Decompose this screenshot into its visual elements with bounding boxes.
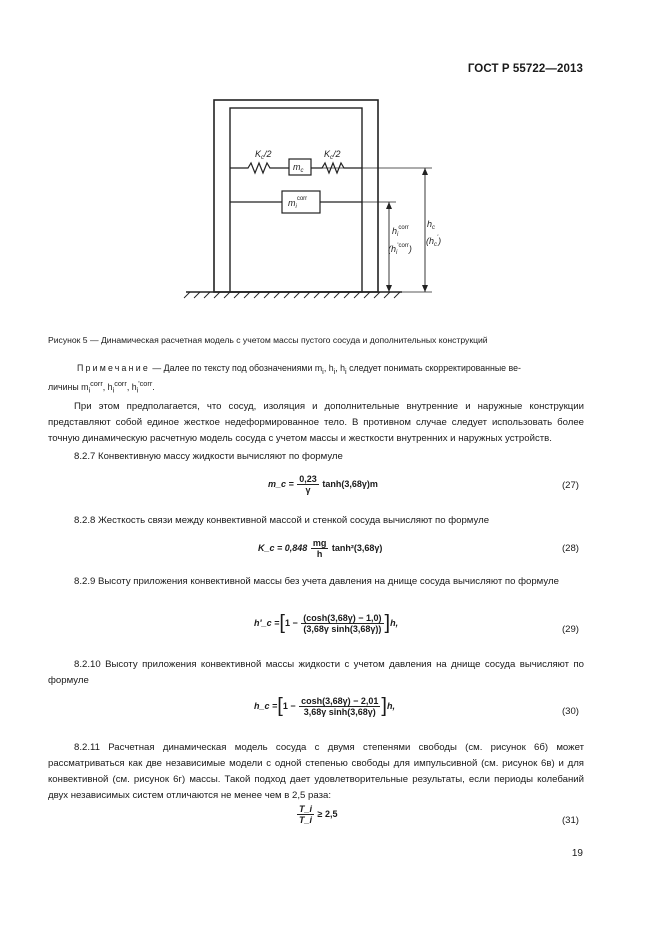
- equation-number-31: (31): [561, 815, 579, 826]
- equation-30: h_c =[1 − $\frac{\cosh(3,68\gamma) - 2,01}{\text{3,68γ sinh(3,68γ)}}$ ]h,: [254, 695, 395, 717]
- paragraph-8-2-8: 8.2.8 Жесткость связи между конвективной массой и стенкой сосуда вычисляют по формуле: [74, 515, 490, 526]
- label-spring-right: $K_c/2$: [324, 149, 341, 161]
- label-h-c-prime: $(h_c')$: [426, 235, 442, 248]
- equation-28: K_c = 0,848 $\frac{mg}{h}$ tanh²(3,68γ): [258, 538, 383, 559]
- label-mass-i: $m_i^{corr}$: [288, 196, 308, 210]
- label-h-i: $h_i^{corr}$: [392, 225, 409, 238]
- equation-29: h'_c =[1 − $\frac{(\cosh(3,68\gamma) - 1,0)}{\text{(3,68γ sinh(3,68γ))}}$ ]h,: [254, 612, 399, 634]
- equation-27: m_c = $\frac{0,23}{\gamma}$ tanh(3,68γ)m: [268, 474, 378, 495]
- figure-dynamic-model: [0, 88, 661, 318]
- document-header: ГОСТ Р 55722—2013: [467, 63, 583, 75]
- label-spring-left: $K_c/2$: [255, 149, 272, 161]
- equation-number-28: (28): [561, 543, 579, 554]
- label-h-c: $h_c$: [427, 219, 436, 231]
- note-label: Примечание: [77, 363, 150, 373]
- equation-31: $\frac{T\_i}{T\_i}$ ≥ 2,5: [299, 804, 338, 825]
- label-h-i-prime: $(h_i^{'corr})$: [388, 243, 412, 256]
- ground-hatch: [184, 292, 400, 298]
- paragraph-8-2-7: 8.2.7 Конвективную массу жидкости вычисляют по формуле: [74, 451, 343, 462]
- note-continued: личины $m_i^{corr}$, $h_i^{corr}$, $h_i^{'corr}$.: [48, 379, 155, 395]
- page-number: 19: [571, 848, 583, 859]
- paragraph-8-2-9: 8.2.9 Высоту приложения конвективной массы без учета давления на днище сосуда вычисляют по формуле: [74, 576, 559, 587]
- paragraph-8-2-10: 8.2.10 Высоту приложения конвективной массы жидкости с учетом давления на днище сосуда вычисляют по формуле: [48, 659, 584, 686]
- paragraph-8-2-11: 8.2.11 Расчетная динамическая модель сосуда с двумя степенями свободы (см. рисунок 6б) может рассматриваться как две независимые модели с одной степенью свободы для импульсивной (см. рисунок 6в) и для конвективной (см. рисунок 6г) массы. Такой подход дает удовлетворительные результаты, если периоды колебаний двух независимых систем отличаются не менее чем в 2,5 раза:: [48, 742, 584, 801]
- equation-number-27: (27): [561, 480, 579, 491]
- figure-caption: Рисунок 5 — Динамическая расчетная модель с учетом массы пустого сосуда и дополнительных конструкций: [48, 335, 488, 345]
- paragraph-rigid-body: При этом предполагается, что сосуд, изоляция и дополнительные внутренние и наружные конструкции представляют собой единое жесткое недеформированное тело. В противном случае следует использовать более точную динамическую расчетную модель сосуда с учетом массы и жесткости внутренних и наружных устройств.: [48, 401, 584, 444]
- note: Примечание — Далее по тексту под обозначениями $m_i$, $h_i$, $h_i$ следует понимать скорректированные ве-: [77, 363, 521, 376]
- equation-number-29: (29): [561, 624, 579, 635]
- spring-left: [230, 163, 289, 173]
- label-mass-c: $m_c$: [293, 162, 304, 174]
- equation-number-30: (30): [561, 706, 579, 717]
